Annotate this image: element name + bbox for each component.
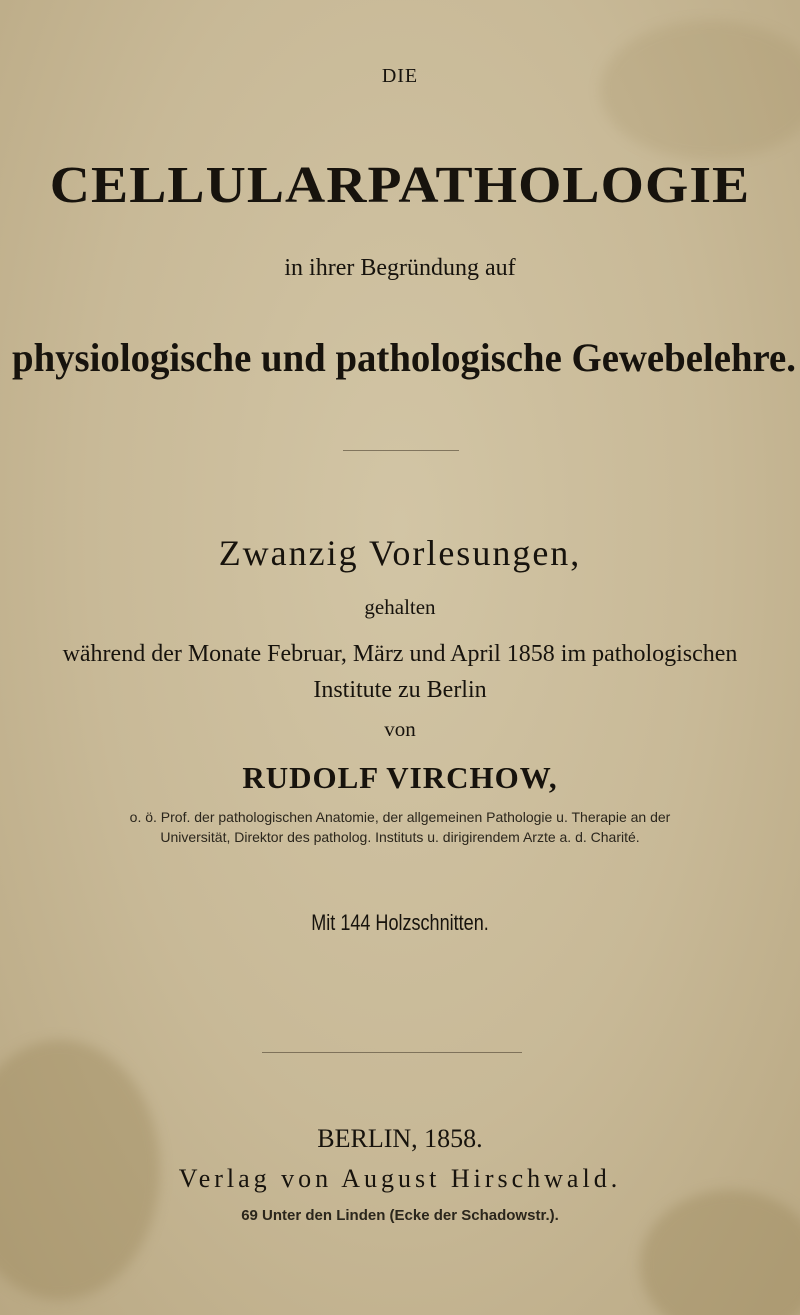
lectures-heading: Zwanzig Vorlesungen, [218,533,582,573]
gehalten-text: gehalten [364,595,436,619]
author-name: RUDOLF VIRCHOW, [242,760,558,795]
paper-stain [600,20,800,160]
divider-rule [262,1052,522,1053]
publisher: Verlag von August Hirschwald. [178,1164,622,1193]
publisher-address: 69 Unter den Linden (Ecke der Schadowstr.). [241,1207,559,1224]
divider-rule [343,450,459,451]
von-text: von [384,717,416,741]
place-year: BERLIN, 1858. [317,1124,483,1153]
main-title: CELLULARPATHOLOGIE [49,157,751,214]
heading-die: DIE [381,65,419,87]
institute-text: Institute zu Berlin [313,677,487,703]
subtitle: in ihrer Begründung auf [284,255,516,281]
illustrations-note: Mit 144 Holzschnitten. [311,910,489,935]
author-titles-line-2: Universität, Direktor des patholog. Instituts u. dirigirendem Arzte a. d. Charité. [160,829,640,845]
subject-title: physiologische und pathologische Gewebelehre. [12,335,796,380]
author-titles [0,807,800,847]
author-titles-line-1: o. ö. Prof. der pathologischen Anatomie, der allgemeinen Pathologie u. Therapie an der [129,809,671,825]
period-text: während der Monate Februar, März und April 1858 im pathologischen [62,641,738,667]
